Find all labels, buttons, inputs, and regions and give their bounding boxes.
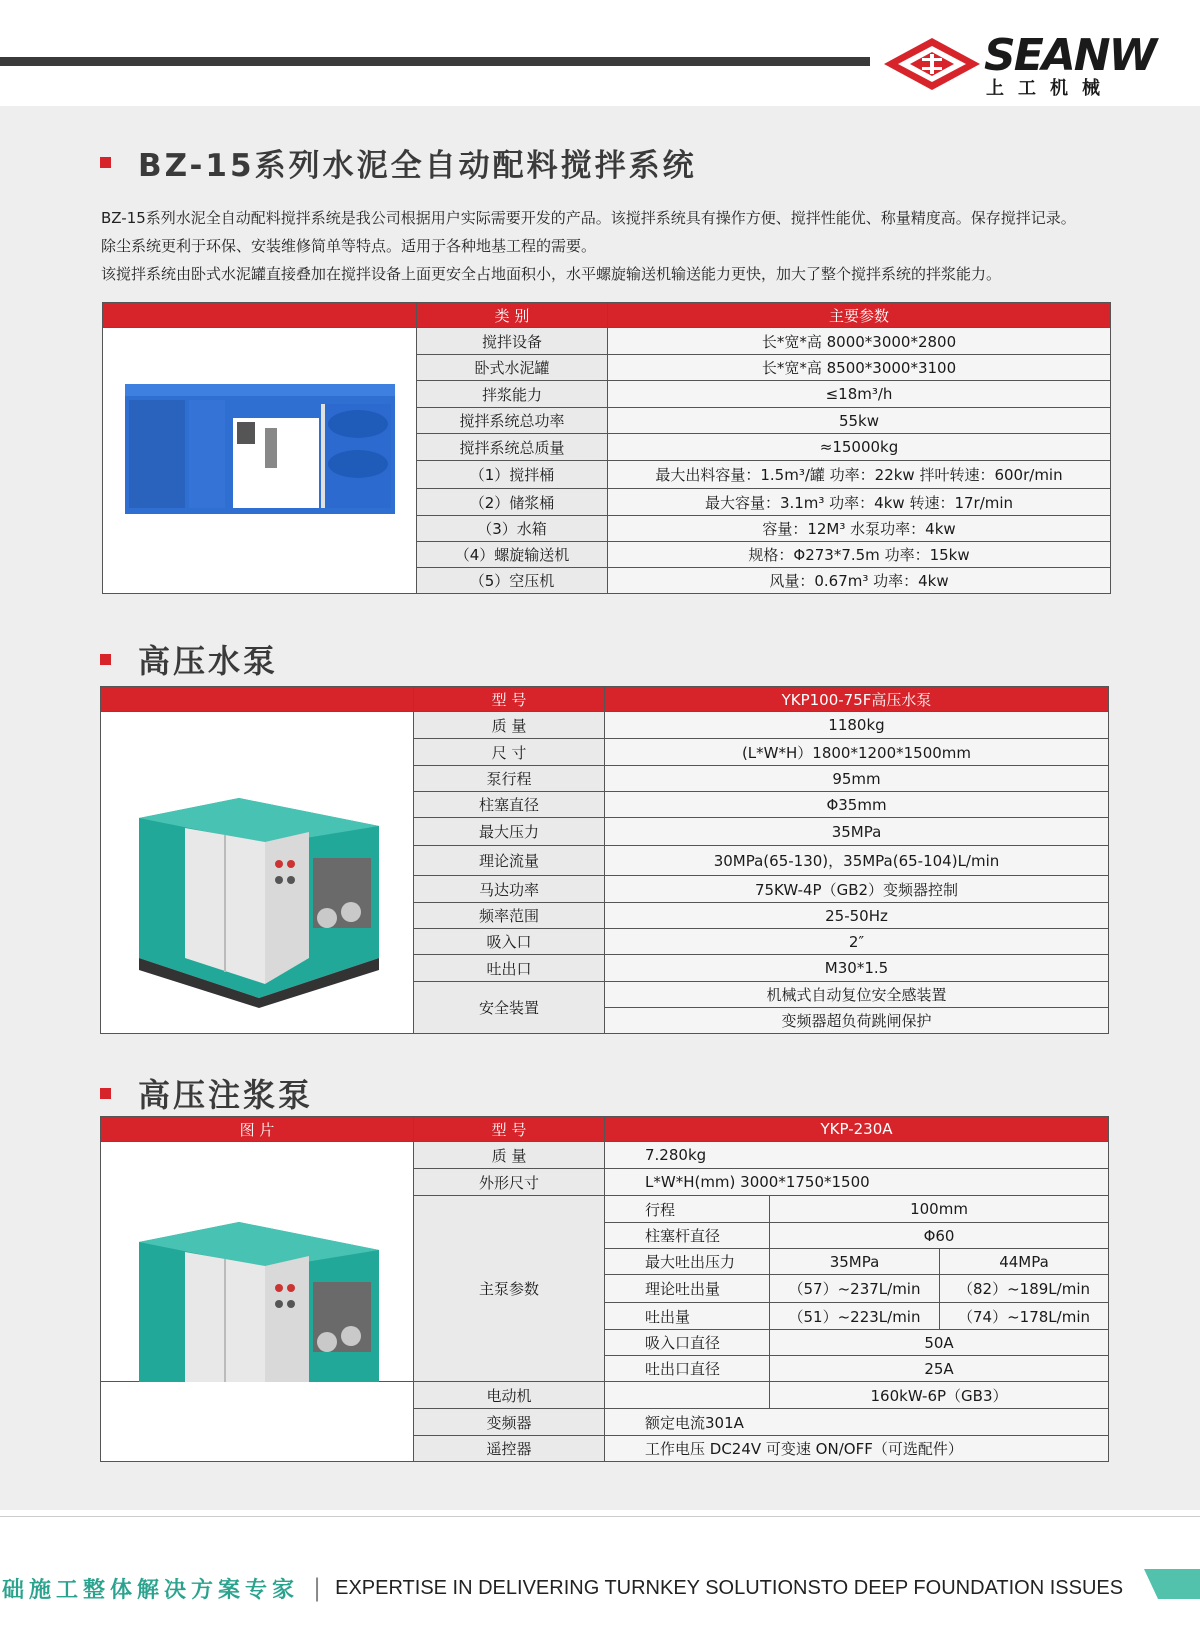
grout-pump-image-cell	[101, 1142, 414, 1382]
brand-cn-name: 上工机械	[986, 78, 1114, 99]
title-bullet-icon	[100, 1088, 111, 1099]
param-name: 柱塞杆直径	[605, 1223, 770, 1249]
param-value: 规格：Φ273*7.5m 功率：15kw	[608, 542, 1111, 568]
param-value: 50A	[770, 1330, 1109, 1356]
pump-image-cell	[101, 712, 414, 1034]
param-name: 理论吐出量	[605, 1275, 770, 1303]
param-name: 吐出口直径	[605, 1356, 770, 1382]
param-value: 7.280kg	[605, 1142, 1109, 1169]
param-value: （57）~237L/min	[770, 1275, 940, 1303]
param-name: 搅拌系统总质量	[417, 434, 608, 461]
param-name: 外形尺寸	[414, 1169, 605, 1196]
table-header-cell: 类 别	[417, 303, 608, 328]
param-value: 25A	[770, 1356, 1109, 1382]
title-bullet-icon	[100, 654, 111, 665]
header-bar	[0, 57, 870, 66]
param-name: 理论流量	[414, 846, 605, 876]
param-value: M30*1.5	[605, 955, 1109, 982]
param-name: （2）储浆桶	[417, 489, 608, 516]
intro-line: 该搅拌系统由卧式水泥罐直接叠加在搅拌设备上面更安全占地面积小，水平螺旋输送机输送能力更快，加大了整个搅拌系统的拌浆能力。	[101, 265, 1002, 283]
param-value: 2″	[605, 929, 1109, 955]
param-name: 行程	[605, 1196, 770, 1223]
brand-name: SEANW	[984, 30, 1156, 81]
param-value: 长*宽*高 8500*3000*3100	[608, 355, 1111, 381]
table-header-cell: 图 片	[101, 1117, 414, 1142]
param-value: 最大出料容量：1.5m³/罐 功率：22kw 拌叶转速：600r/min	[608, 461, 1111, 489]
param-name: 马达功率	[414, 876, 605, 903]
param-value: （51）~223L/min	[770, 1303, 940, 1330]
intro-line: BZ-15系列水泥全自动配料搅拌系统是我公司根据用户实际需要开发的产品。该搅拌系统具有操作方便、搅拌性能优、称量精度高。保存搅拌记录。	[101, 209, 1076, 227]
param-name: 柱塞直径	[414, 792, 605, 818]
table-header-cell: 型 号	[414, 1117, 605, 1142]
param-value: 35MPa	[770, 1249, 940, 1275]
param-value: 额定电流301A	[605, 1409, 1109, 1436]
param-value: 100mm	[770, 1196, 1109, 1223]
param-name: 电动机	[414, 1382, 605, 1409]
table-header-cell: YKP100-75F高压水泵	[605, 687, 1109, 712]
param-name: 最大压力	[414, 818, 605, 846]
param-name: 搅拌系统总功率	[417, 408, 608, 434]
param-value-blank	[605, 1382, 770, 1409]
param-value: 工作电压 DC24V 可变速 ON/OFF（可选配件）	[605, 1436, 1109, 1462]
param-name: （4）螺旋输送机	[417, 542, 608, 568]
footer-divider	[0, 1516, 1200, 1517]
param-name: （3）水箱	[417, 516, 608, 542]
param-value: 44MPa	[940, 1249, 1109, 1275]
table-header-cell: YKP-230A	[605, 1117, 1109, 1142]
param-name: （5）空压机	[417, 568, 608, 594]
table-header-cell: 型 号	[414, 687, 605, 712]
mixer-image-cell	[103, 328, 417, 594]
section1-intro	[101, 204, 1121, 288]
param-value: 长*宽*高 8000*3000*2800	[608, 328, 1111, 355]
param-value: （82）~189L/min	[940, 1275, 1109, 1303]
param-value: 25-50Hz	[605, 903, 1109, 929]
param-name: 吐出量	[605, 1303, 770, 1330]
param-name: 搅拌设备	[417, 328, 608, 355]
param-value: 35MPa	[605, 818, 1109, 846]
water-pump-spec-table	[100, 686, 1109, 1034]
param-value: ≈15000kg	[608, 434, 1111, 461]
param-value: 容量：12M³ 水泵功率：4kw	[608, 516, 1111, 542]
param-value: 变频器超负荷跳闸保护	[605, 1008, 1109, 1034]
section2-title: 高压水泵	[100, 636, 278, 682]
grout-pump-spec-table	[100, 1116, 1109, 1462]
footer	[0, 1568, 1200, 1608]
param-name: 最大吐出压力	[605, 1249, 770, 1275]
param-name: 尺 寸	[414, 739, 605, 766]
param-value: 30MPa(65-130)，35MPa(65-104)L/min	[605, 846, 1109, 876]
param-name: 变频器	[414, 1409, 605, 1436]
param-value: 1180kg	[605, 712, 1109, 739]
param-value: （74）~178L/min	[940, 1303, 1109, 1330]
mixer-spec-table	[102, 302, 1111, 594]
footer-separator: |	[313, 1574, 322, 1602]
param-name: 频率范围	[414, 903, 605, 929]
param-name: 遥控器	[414, 1436, 605, 1462]
brand-diamond-icon	[882, 36, 982, 92]
section1-title: BZ-15系列水泥全自动配料搅拌系统	[100, 140, 697, 185]
param-value: 最大容量：3.1m³ 功率：4kw 转速：17r/min	[608, 489, 1111, 516]
mixing-system-image	[125, 384, 395, 514]
param-value: 风量：0.67m³ 功率：4kw	[608, 568, 1111, 594]
footer-slogan-cn: 础施工整体解决方案专家	[2, 1577, 300, 1603]
intro-line: 除尘系统更利于环保、安装维修简单等特点。适用于各种地基工程的需要。	[101, 237, 597, 255]
param-value: Φ35mm	[605, 792, 1109, 818]
param-value: ≤18m³/h	[608, 381, 1111, 408]
param-name: （1）搅拌桶	[417, 461, 608, 489]
param-value: (L*W*H）1800*1200*1500mm	[605, 739, 1109, 766]
param-name: 质 量	[414, 1142, 605, 1169]
param-name: 泵行程	[414, 766, 605, 792]
footer-slogan-en: EXPERTISE IN DELIVERING TURNKEY SOLUTIONSTO DEEP FOUNDATION ISSUES	[335, 1576, 1124, 1599]
brand-logo	[882, 30, 1156, 100]
image-cell-continuation	[101, 1382, 414, 1462]
param-name: 拌浆能力	[417, 381, 608, 408]
param-value: L*W*H(mm) 3000*1750*1500	[605, 1169, 1109, 1196]
param-name: 吸入口直径	[605, 1330, 770, 1356]
param-name: 吐出口	[414, 955, 605, 982]
param-value: 55kw	[608, 408, 1111, 434]
param-name: 质 量	[414, 712, 605, 739]
param-value: 95mm	[605, 766, 1109, 792]
water-pump-image	[139, 788, 379, 1008]
param-value: 机械式自动复位安全感装置	[605, 982, 1109, 1008]
param-name: 安全装置	[414, 982, 605, 1034]
param-value: 75KW-4P（GB2）变频器控制	[605, 876, 1109, 903]
image-header-cell	[103, 303, 417, 328]
param-value: Φ60	[770, 1223, 1109, 1249]
section3-title: 高压注浆泵	[100, 1070, 313, 1116]
param-group-name: 主泵参数	[414, 1196, 605, 1382]
table-header-cell: 主要参数	[608, 303, 1111, 328]
title-bullet-icon	[100, 157, 111, 168]
param-value: 160kW-6P（GB3）	[770, 1382, 1109, 1409]
param-name: 卧式水泥罐	[417, 355, 608, 381]
param-name: 吸入口	[414, 929, 605, 955]
image-header-cell	[101, 687, 414, 712]
